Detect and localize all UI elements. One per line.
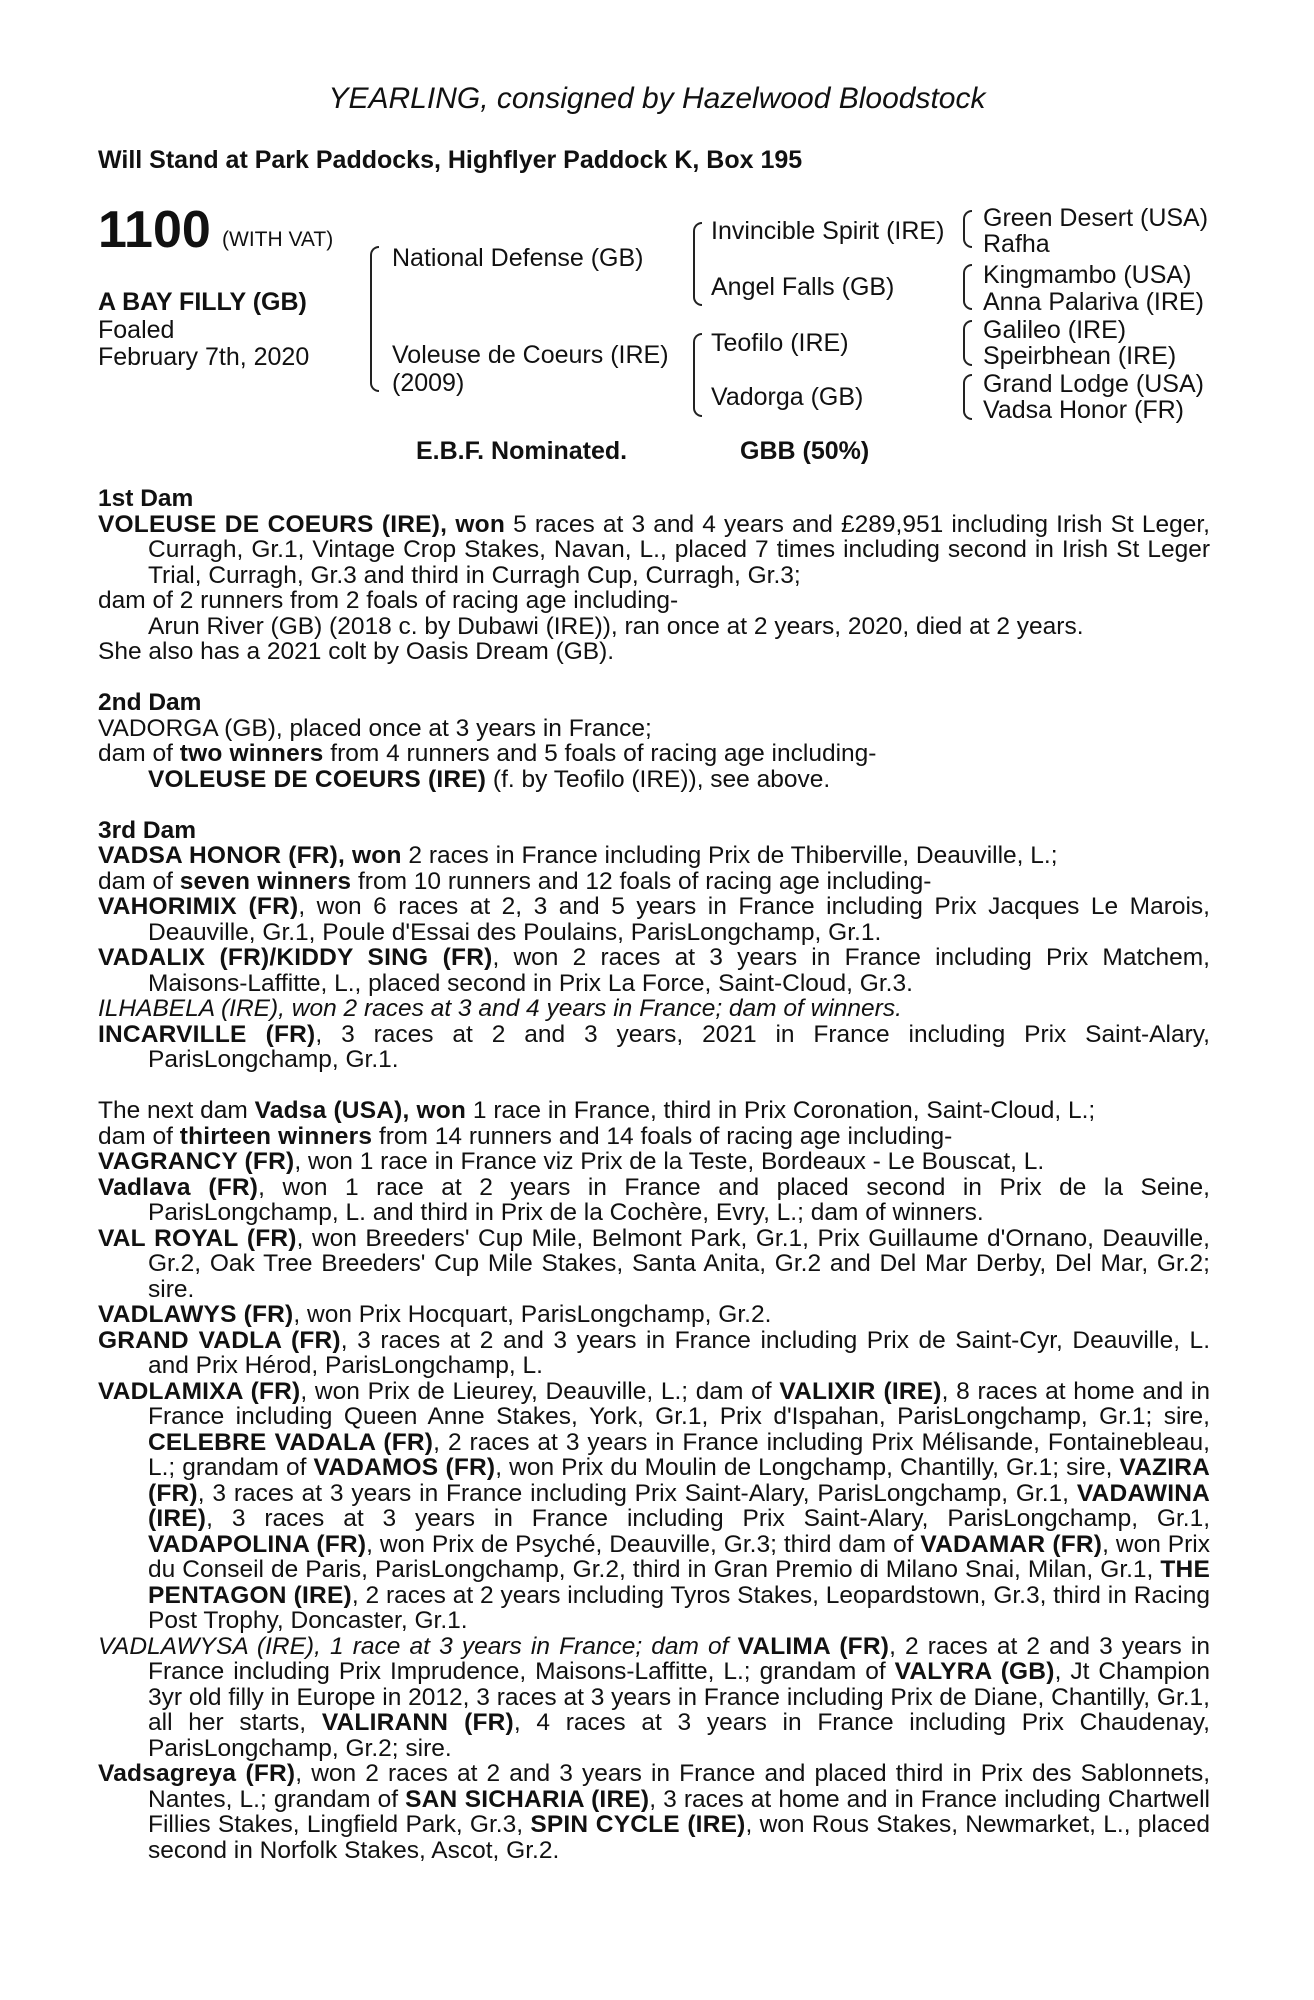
pedigree-brace xyxy=(693,333,702,417)
pedigree-brace xyxy=(963,320,972,366)
pedigree-ddd: Vadsa Honor (FR) xyxy=(983,396,1184,424)
catalogue-header: YEARLING, consigned by Hazelwood Bloodstock xyxy=(328,82,986,115)
pedigree-brace xyxy=(370,246,379,392)
produce-entry: INCARVILLE (FR), 3 races at 2 and 3 years, 2021 in France including Prix Saint-Alary, ParisLongchamp, Gr.1. xyxy=(98,1020,1210,1073)
next-dam-produce-summary: dam of thirteen winners from 14 runners and 14 foals of racing age including- xyxy=(98,1122,953,1150)
pedigree-sdd: Anna Palariva (IRE) xyxy=(983,288,1204,316)
produce-entry: VAL ROYAL (FR), won Breeders' Cup Mile, Belmont Park, Gr.1, Prix Guillaume d'Ornano, Deauville, Gr.2, Oak Tree Breeders' Cup Mile Stakes, Santa Anita, Gr.2 and Del Mar Derby, Del Mar, Gr.2; sire. xyxy=(98,1224,1210,1303)
next-dam-entry: The next dam Vadsa (USA), won 1 race in France, third in Prix Coronation, Saint-Cloud, L.; xyxy=(98,1097,1096,1124)
produce-entry: VADLAMIXA (FR), won Prix de Lieurey, Deauville, L.; dam of VALIXIR (IRE), 8 races at home and in France including Queen Anne Stakes, York, Gr.1, Prix d'Ispahan, ParisLongchamp, Gr.1; sire, CELEBRE VADALA (FR), 2 races at 3 years in France including Prix Mélisande, Fontainebleau, L.; grandam of VADAMOS (FR), won Prix du Moulin de Longchamp, Chantilly, Gr.1; sire, VAZIRA (FR), 3 races at 3 years in France including Prix Saint-Alary, ParisLongchamp, Gr.1, VADAWINA (IRE), 3 races at 3 years in France including Prix Saint-Alary, ParisLongchamp, Gr.1, VADAPOLINA (FR), won Prix de Psyché, Deauville, Gr.3; third dam of VADAMAR (FR), won Prix du Conseil de Paris, ParisLongchamp, Gr.2, third in Gran Premio di Milano Snai, Milan, Gr.1, THE PENTAGON (IRE), 2 races at 2 years including Tyros Stakes, Leopardstown, Gr.3, third in Racing Post Trophy, Doncaster, Gr.1. xyxy=(98,1377,1210,1634)
third-dam-title: 3rd Dam xyxy=(98,816,197,844)
produce-entry: Vadlava (FR), won 1 race at 2 years in France and placed second in Prix de la Seine, ParisLongchamp, L. and third in Prix de la Cochère, Evry, L.; dam of winners. xyxy=(98,1173,1210,1226)
foaled-date: February 7th, 2020 xyxy=(98,343,310,371)
third-dam-produce-summary: dam of seven winners from 10 runners and 12 foals of racing age including- xyxy=(98,867,932,895)
pedigree-brace xyxy=(963,264,972,310)
produce-entry: GRAND VADLA (FR), 3 races at 2 and 3 years in France including Prix de Saint-Cyr, Deauville, L. and Prix Hérod, ParisLongchamp, L. xyxy=(98,1326,1210,1379)
first-dam-produce-summary: dam of 2 runners from 2 foals of racing age including- xyxy=(98,587,679,614)
pedigree-brace xyxy=(693,222,702,306)
produce-entry: VAGRANCY (FR), won 1 race in France viz Prix de la Teste, Bordeaux - Le Bouscat, L. xyxy=(98,1148,1045,1175)
produce-entry: VADLAWYS (FR), won Prix Hocquart, ParisLongchamp, Gr.2. xyxy=(98,1301,772,1328)
pedigree-brace xyxy=(963,374,972,420)
second-dam-produce-summary: dam of two winners from 4 runners and 5 foals of racing age including- xyxy=(98,740,877,767)
ebf-nominated: E.B.F. Nominated. xyxy=(416,437,628,465)
pedigree-dds: Grand Lodge (USA) xyxy=(983,370,1204,398)
stand-location: Will Stand at Park Paddocks, Highflyer Paddock K, Box 195 xyxy=(98,146,803,174)
pedigree-notes xyxy=(98,486,1210,1863)
pedigree-sire: National Defense (GB) xyxy=(392,244,644,272)
pedigree-sss: Green Desert (USA) xyxy=(983,204,1209,232)
second-dam-produce: VOLEUSE DE COEURS (IRE) (f. by Teofilo (IRE)), see above. xyxy=(148,765,831,793)
pedigree-ds: Teofilo (IRE) xyxy=(711,329,849,357)
vat-label: (WITH VAT) xyxy=(222,228,334,251)
produce-entry: ILHABELA (IRE), won 2 races at 3 and 4 years in France; dam of winners. xyxy=(98,995,902,1022)
pedigree-dss: Galileo (IRE) xyxy=(983,316,1127,344)
pedigree-ssd: Rafha xyxy=(983,230,1050,258)
second-dam-title: 2nd Dam xyxy=(98,689,202,716)
produce-entry: Vadsagreya (FR), won 2 races at 2 and 3 years in France and placed third in Prix des Sablonnets, Nantes, L.; grandam of SAN SICHARIA (IRE), 3 races at home and in France including Chartwell Fillies Stakes, Lingfield Park, Gr.3, SPIN CYCLE (IRE), won Rous Stakes, Newmarket, L., placed second in Norfolk Stakes, Ascot, Gr.2. xyxy=(98,1760,1211,1864)
foaled-label: Foaled xyxy=(98,316,175,344)
gbb-status: GBB (50%) xyxy=(740,437,870,465)
first-dam-note: She also has a 2021 colt by Oasis Dream (GB). xyxy=(98,638,615,665)
lot-title: A BAY FILLY (GB) xyxy=(98,288,307,316)
pedigree-ss: Invincible Spirit (IRE) xyxy=(711,217,945,245)
first-dam-produce: Arun River (GB) (2018 c. by Dubawi (IRE)), ran once at 2 years, 2020, died at 2 years. xyxy=(148,612,1084,640)
produce-entry: VADLAWYSA (IRE), 1 race at 3 years in France; dam of VALIMA (FR), 2 races at 2 and 3 years in France including Prix Imprudence, Maisons-Laffitte, L.; grandam of VALYRA (GB), Jt Champion 3yr old filly in Europe in 2012, 3 races at 3 years in France including Prix de Diane, Chantilly, Gr.1, all her starts, VALIRANN (FR), 4 races at 3 years in France including Prix Chaudenay, ParisLongchamp, Gr.2; sire. xyxy=(98,1632,1210,1762)
third-dam-entry: VADSA HONOR (FR), won 2 races in France including Prix de Thiberville, Deauville, L.; xyxy=(98,842,1058,869)
pedigree-sd: Angel Falls (GB) xyxy=(711,273,895,301)
pedigree-dam: Voleuse de Coeurs (IRE) xyxy=(392,341,669,369)
first-dam-title: 1st Dam xyxy=(98,485,194,512)
first-dam-entry: VOLEUSE DE COEURS (IRE), won 5 races at 3 and 4 years and £289,951 including Irish St Leger, Curragh, Gr.1, Vintage Crop Stakes, Navan, L., placed 7 times including second in Irish St Leger Trial, Curragh, Gr.3 and third in Curragh Cup, Curragh, Gr.3; xyxy=(98,510,1210,589)
second-dam-entry: VADORGA (GB), placed once at 3 years in France; xyxy=(98,714,652,742)
pedigree-dam-year: (2009) xyxy=(392,369,465,397)
pedigree-sds: Kingmambo (USA) xyxy=(983,261,1192,289)
pedigree-dsd: Speirbhean (IRE) xyxy=(983,342,1177,370)
produce-entry: VADALIX (FR)/KIDDY SING (FR), won 2 races at 3 years in France including Prix Matchem, Maisons-Laffitte, L., placed second in Prix La Force, Saint-Cloud, Gr.3. xyxy=(98,944,1210,997)
pedigree-brace xyxy=(963,210,972,248)
pedigree-dd: Vadorga (GB) xyxy=(711,383,864,411)
produce-entry: VAHORIMIX (FR), won 6 races at 2, 3 and 5 years in France including Prix Jacques Le Marois, Deauville, Gr.1, Poule d'Essai des Poulains, ParisLongchamp, Gr.1. xyxy=(98,893,1210,946)
lot-number: 1100 xyxy=(98,201,211,259)
